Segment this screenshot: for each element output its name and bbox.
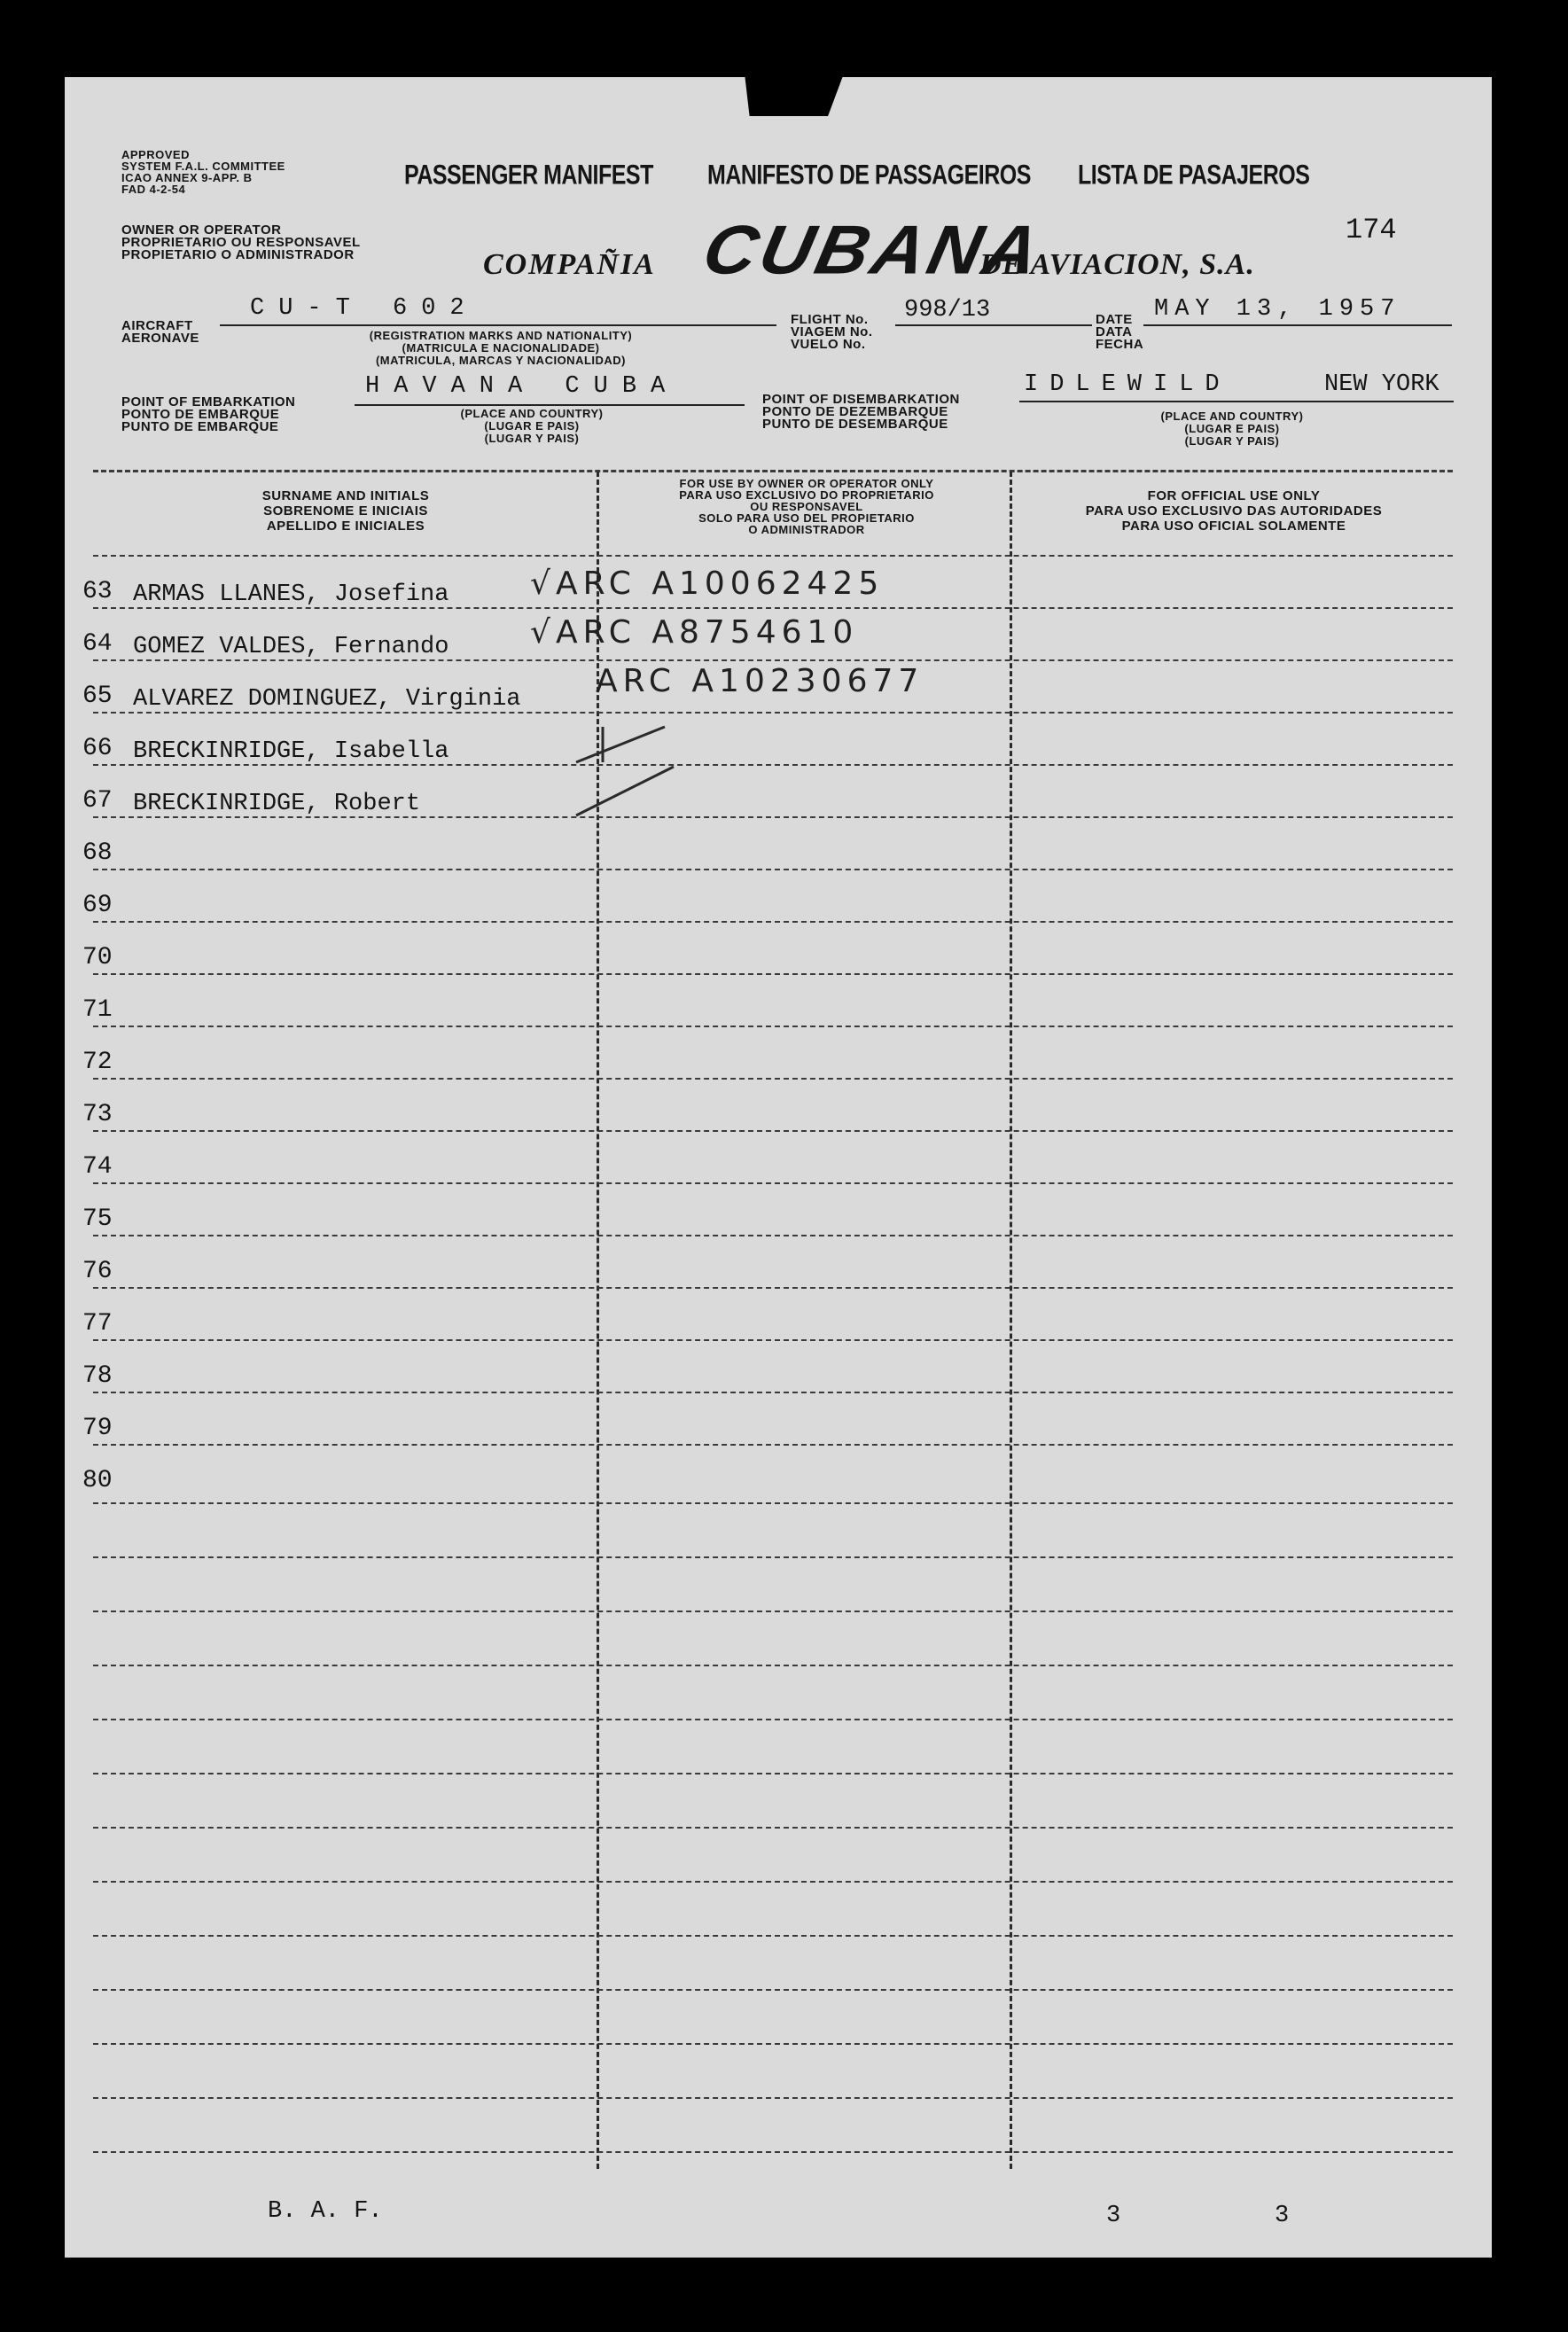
row-number: 64: [82, 630, 113, 658]
slash-mark-2: [576, 767, 674, 815]
col2-heading-4: SOLO PARA USO DEL PROPIETARIO: [698, 511, 915, 525]
row-line: [93, 1773, 1453, 1774]
flight-label-en: FLIGHT No.: [791, 312, 869, 327]
disembarkation-caption-1: (PLACE AND COUNTRY): [1160, 409, 1304, 423]
approval-line-4: FAD 4-2-54: [121, 183, 186, 196]
disembarkation-caption-2: (LUGAR E PAIS): [1184, 422, 1280, 435]
row-line: [93, 1339, 1453, 1341]
row-number: 66: [82, 735, 113, 762]
col1-heading-en: SURNAME AND INITIALS: [261, 488, 430, 503]
col1-heading-es: APELLIDO E INICIALES: [266, 519, 425, 534]
row-line: [93, 1719, 1453, 1720]
date-label-es: FECHA: [1096, 337, 1144, 352]
logo-aviacion: DE AVIACION, S.A.: [979, 248, 1255, 281]
table-top-border: [93, 470, 1453, 472]
col3-heading-1: FOR OFFICIAL USE ONLY: [1147, 488, 1321, 503]
page-number: 174: [1346, 214, 1397, 246]
handwritten-marks: [567, 709, 683, 824]
row-line: [93, 1130, 1453, 1132]
row-number: 72: [82, 1049, 113, 1076]
embarkation-underline: [355, 404, 745, 406]
disembarkation-value-city: IDLEWILD: [1024, 371, 1231, 398]
aircraft-caption-2: (MATRICULA E NACIONALIDADE): [402, 341, 600, 355]
row-number: 71: [82, 996, 113, 1024]
row-line: [93, 1078, 1453, 1080]
heading-es: LISTA DE PASAJEROS: [1078, 160, 1310, 191]
footer-page: 3: [1106, 2203, 1121, 2229]
date-value: MAY 13, 1957: [1154, 296, 1401, 323]
passenger-name: ALVAREZ DOMINGUEZ, Virginia: [133, 686, 521, 713]
aircraft-label-en: AIRCRAFT: [121, 318, 193, 333]
row-number: 63: [82, 578, 113, 605]
row-number: 68: [82, 839, 113, 867]
row-line: [93, 1182, 1453, 1184]
handwritten-note: ARC A10230677: [596, 663, 924, 699]
row-number: 80: [82, 1467, 113, 1494]
col2-heading-2: PARA USO EXCLUSIVO DO PROPRIETARIO: [679, 488, 934, 502]
disembarkation-value-state: NEW YORK: [1324, 371, 1439, 398]
disembarkation-label-es: PUNTO DE DESEMBARQUE: [762, 417, 948, 432]
aircraft-caption-3: (MATRICULA, MARCAS Y NACIONALIDAD): [375, 354, 627, 367]
passenger-name: GOMEZ VALDES, Fernando: [133, 634, 449, 660]
row-number: 65: [82, 682, 113, 710]
row-line: [93, 1935, 1453, 1937]
aircraft-value: CU-T 602: [250, 295, 479, 322]
row-line: [93, 1444, 1453, 1446]
col1-heading-pt: SOBRENOME E INICIAIS: [263, 503, 428, 519]
handwritten-note: √ARC A8754610: [530, 614, 859, 651]
row-line: [93, 1827, 1453, 1829]
flight-underline: [895, 324, 1092, 326]
aircraft-underline: [220, 324, 776, 326]
row-number: 70: [82, 944, 113, 971]
row-line: [93, 1881, 1453, 1883]
flight-label-pt: VIAGEM No.: [791, 324, 873, 339]
row-line: [93, 1502, 1453, 1504]
row-line: [93, 1611, 1453, 1612]
heading-en: PASSENGER MANIFEST: [404, 160, 653, 191]
disembarkation-underline: [1019, 401, 1454, 402]
flight-label-es: VUELO No.: [791, 337, 866, 352]
passenger-name: BRECKINRIDGE, Robert: [133, 791, 421, 817]
row-number: 73: [82, 1101, 113, 1128]
row-number: 79: [82, 1415, 113, 1442]
row-line: [93, 1026, 1453, 1027]
passenger-name: BRECKINRIDGE, Isabella: [133, 738, 449, 765]
approval-line-1: APPROVED: [121, 148, 190, 161]
aircraft-label-pt: AERONAVE: [121, 331, 199, 346]
row-line: [93, 2097, 1453, 2099]
row-line: [93, 1392, 1453, 1393]
logo-cubana: CUBANA: [696, 212, 1049, 289]
column-divider-2: [1010, 472, 1012, 2169]
approval-line-3: ICAO ANNEX 9-APP. B: [121, 171, 253, 184]
date-label-pt: DATA: [1096, 324, 1133, 339]
row-line: [93, 555, 1453, 557]
embarkation-label-en: POINT OF EMBARKATION: [121, 394, 296, 409]
embarkation-caption-2: (LUGAR E PAIS): [484, 419, 580, 433]
row-number: 67: [82, 787, 113, 815]
row-line: [93, 1556, 1453, 1558]
footer-prepared-by: B. A. F.: [268, 2198, 383, 2225]
approval-line-2: SYSTEM F.A.L. COMMITTEE: [121, 160, 285, 173]
flight-value: 998/13: [904, 297, 991, 324]
owner-label-en: OWNER OR OPERATOR: [121, 222, 282, 238]
row-number: 69: [82, 892, 113, 919]
embarkation-value: HAVANA CUBA: [365, 373, 680, 400]
date-label-en: DATE: [1096, 312, 1133, 327]
row-line: [93, 921, 1453, 923]
col2-heading-5: O ADMINISTRADOR: [748, 523, 865, 536]
date-underline: [1143, 324, 1452, 326]
embarkation-caption-3: (LUGAR Y PAIS): [484, 432, 580, 445]
embarkation-caption-1: (PLACE AND COUNTRY): [460, 407, 604, 420]
disembarkation-label-en: POINT OF DISEMBARKATION: [762, 392, 960, 407]
row-line: [93, 1287, 1453, 1289]
torn-edge: [745, 74, 844, 116]
disembarkation-caption-3: (LUGAR Y PAIS): [1184, 434, 1280, 448]
passenger-name: ARMAS LLANES, Josefina: [133, 581, 449, 608]
row-line: [93, 869, 1453, 870]
owner-label-es: PROPIETARIO O ADMINISTRADOR: [121, 247, 355, 262]
disembarkation-label-pt: PONTO DE DEZEMBARQUE: [762, 404, 948, 419]
aircraft-caption-1: (REGISTRATION MARKS AND NATIONALITY): [369, 329, 633, 342]
col2-heading-1: FOR USE BY OWNER OR OPERATOR ONLY: [679, 477, 934, 490]
row-line: [93, 973, 1453, 975]
handwritten-note: √ARC A10062425: [530, 565, 885, 602]
row-number: 78: [82, 1362, 113, 1390]
col3-heading-3: PARA USO OFICIAL SOLAMENTE: [1121, 519, 1346, 534]
embarkation-label-es: PUNTO DE EMBARQUE: [121, 419, 279, 434]
row-number: 77: [82, 1310, 113, 1338]
owner-label-pt: PROPRIETARIO OU RESPONSAVEL: [121, 235, 361, 250]
embarkation-label-pt: PONTO DE EMBARQUE: [121, 407, 280, 422]
row-line: [93, 2043, 1453, 2045]
row-number: 74: [82, 1153, 113, 1181]
col2-heading-3: OU RESPONSAVEL: [750, 500, 863, 513]
row-line: [93, 1989, 1453, 1991]
row-number: 76: [82, 1258, 113, 1285]
col3-heading-2: PARA USO EXCLUSIVO DAS AUTORIDADES: [1085, 503, 1383, 519]
row-number: 75: [82, 1205, 113, 1233]
logo-compania: COMPAÑIA: [483, 248, 656, 281]
heading-pt: MANIFESTO DE PASSAGEIROS: [707, 160, 1031, 191]
slash-mark-1: [576, 727, 665, 762]
footer-of: 3: [1275, 2203, 1290, 2229]
row-line: [93, 1665, 1453, 1666]
row-line: [93, 2151, 1453, 2153]
row-line: [93, 1235, 1453, 1236]
